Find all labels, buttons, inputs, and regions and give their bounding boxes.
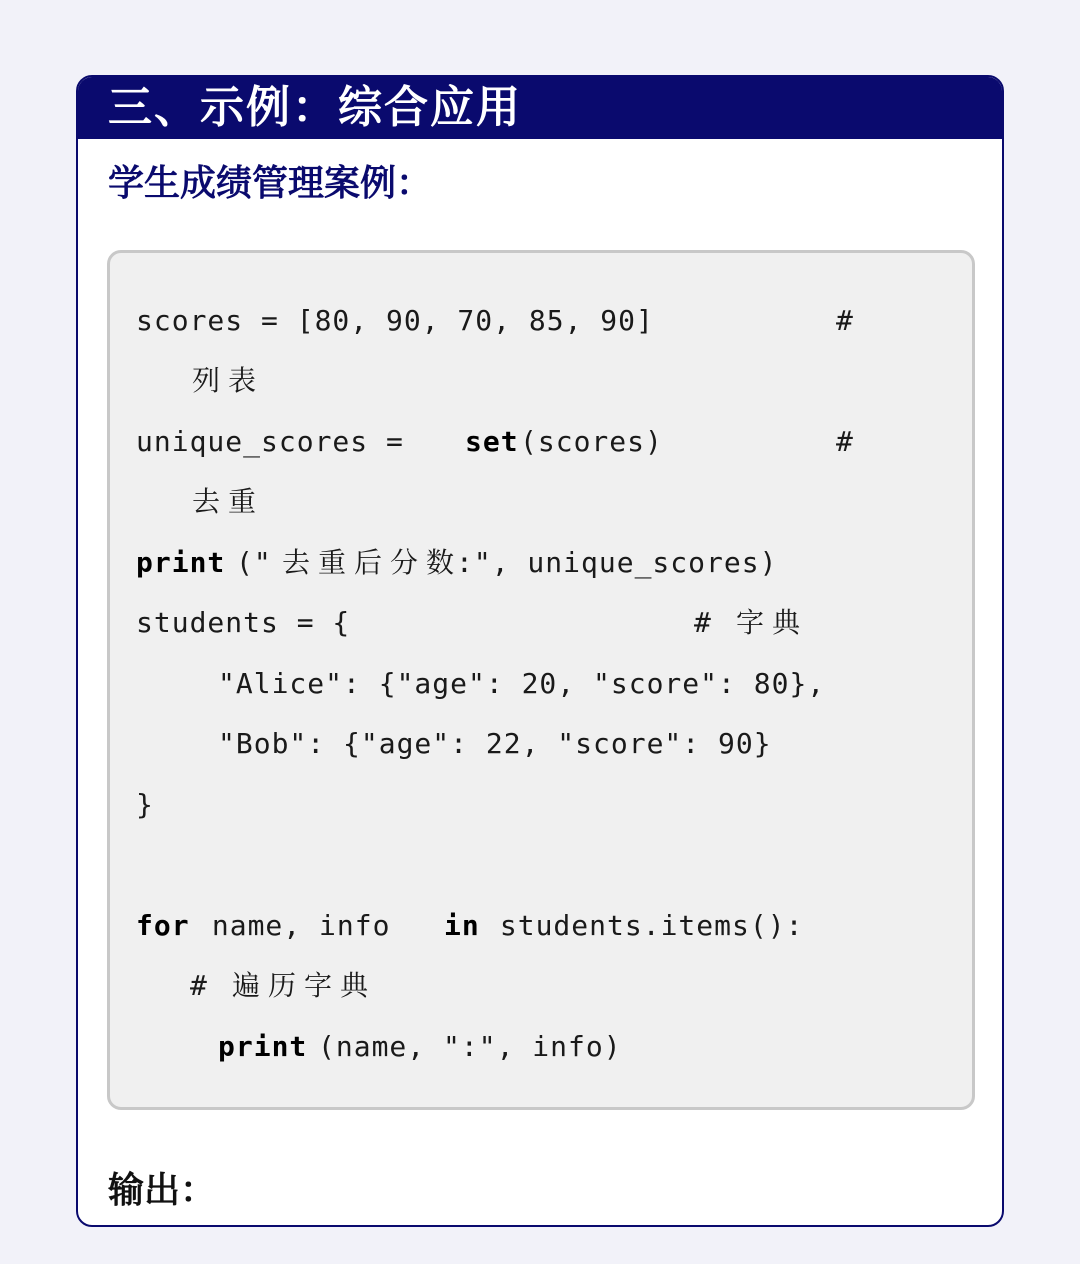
keyword-print: print [136,546,226,579]
code-text: unique_scores = [136,425,422,458]
keyword-set: set [465,425,519,458]
code-line-2-wrap [110,482,265,522]
comment-text: 字典 [736,606,809,639]
section-heading: 学生成绩管理案例： [108,162,433,204]
code-text: (" [236,546,272,579]
code-line-4 [110,603,809,643]
code-text: (scores) [520,425,663,458]
keyword-for: for [136,909,190,942]
comment-mark: # [836,304,854,337]
code-text: :", unique_scores) [456,546,778,579]
comment-text: 列表 [192,364,265,397]
code-line-5 [110,664,826,704]
code-text: scores = [80, 90, 70, 85, 90] [136,304,654,337]
code-line-1 [110,301,854,341]
code-text: } [136,788,154,821]
card-header [78,77,1002,139]
comment-mark: # [694,606,712,639]
code-text: name, info [194,909,409,942]
output-heading: 输出： [108,1169,217,1211]
code-line-2 [110,422,854,462]
comment-mark: # [836,425,854,458]
code-line-6 [110,724,772,764]
code-text: students.items(): [482,909,804,942]
keyword-print: print [218,1030,308,1063]
code-text: "Bob": {"age": 22, "score": 90} [218,727,772,760]
code-line-3 [110,543,778,583]
code-text: (name, ":", info) [318,1030,622,1063]
code-line-7 [110,785,217,825]
code-block [107,250,975,1110]
comment-text: 遍历字典 [232,969,377,1002]
code-line-1-wrap [110,361,265,401]
string-cjk: 去重后分数 [282,546,463,579]
code-line-10 [110,1027,622,1067]
comment-mark: # [190,969,208,1002]
comment-text: 去重 [192,485,265,518]
card-title: 三、示例：综合应用 [108,82,522,133]
keyword-in: in [444,909,480,942]
code-text: "Alice": {"age": 20, "score": 80}, [218,667,826,700]
code-line-8 [110,906,804,946]
code-line-9 [110,966,377,1006]
code-text: students = { [136,606,351,639]
example-card [76,75,1004,1227]
